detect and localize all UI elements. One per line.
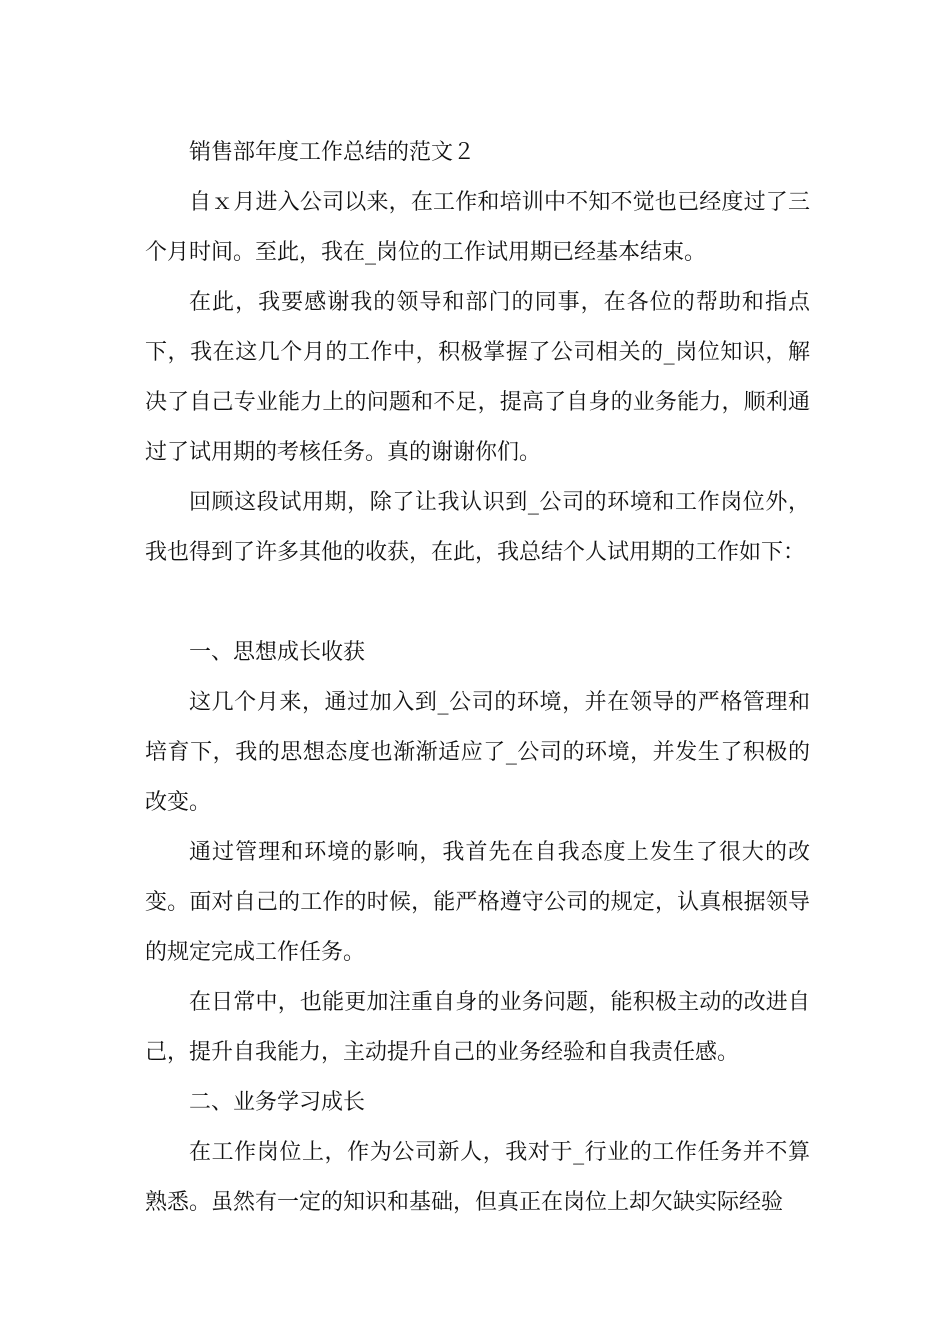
document-body: [145, 128, 810, 1228]
paragraph: 在工作岗位上，作为公司新人，我对于_行业的工作任务并不算熟悉。虽然有一定的知识和基础，但真正在岗位上却欠缺实际经验: [145, 1140, 810, 1215]
paragraph: 这几个月来，通过加入到_公司的环境，并在领导的严格管理和培育下，我的思想态度也渐渐适应了_公司的环境，并发生了积极的改变。: [145, 690, 810, 815]
blank-line: [145, 578, 810, 628]
section-heading: 一、思想成长收获: [189, 640, 366, 665]
paragraph: 回顾这段试用期，除了让我认识到_公司的环境和工作岗位外，我也得到了许多其他的收获，在此，我总结个人试用期的工作如下：: [145, 490, 810, 565]
paragraph: 在日常中，也能更加注重自身的业务问题，能积极主动的改进自己，提升自我能力，主动提升自己的业务经验和自我责任感。: [145, 990, 810, 1065]
section-heading: 二、业务学习成长: [189, 1090, 366, 1115]
document-title: 销售部年度工作总结的范文２: [189, 140, 476, 165]
paragraph: 自ｘ月进入公司以来，在工作和培训中不知不觉也已经度过了三个月时间。至此，我在_岗位的工作试用期已经基本结束。: [145, 190, 810, 265]
paragraph: 在此，我要感谢我的领导和部门的同事，在各位的帮助和指点下，我在这几个月的工作中，积极掌握了公司相关的_岗位知识，解决了自己专业能力上的问题和不足，提高了自身的业务能力，顺利通过了试用期的考核任务。真的谢谢你们。: [145, 290, 810, 465]
paragraph: 通过管理和环境的影响，我首先在自我态度上发生了很大的改变。面对自己的工作的时候，能严格遵守公司的规定，认真根据领导的规定完成工作任务。: [145, 840, 810, 965]
